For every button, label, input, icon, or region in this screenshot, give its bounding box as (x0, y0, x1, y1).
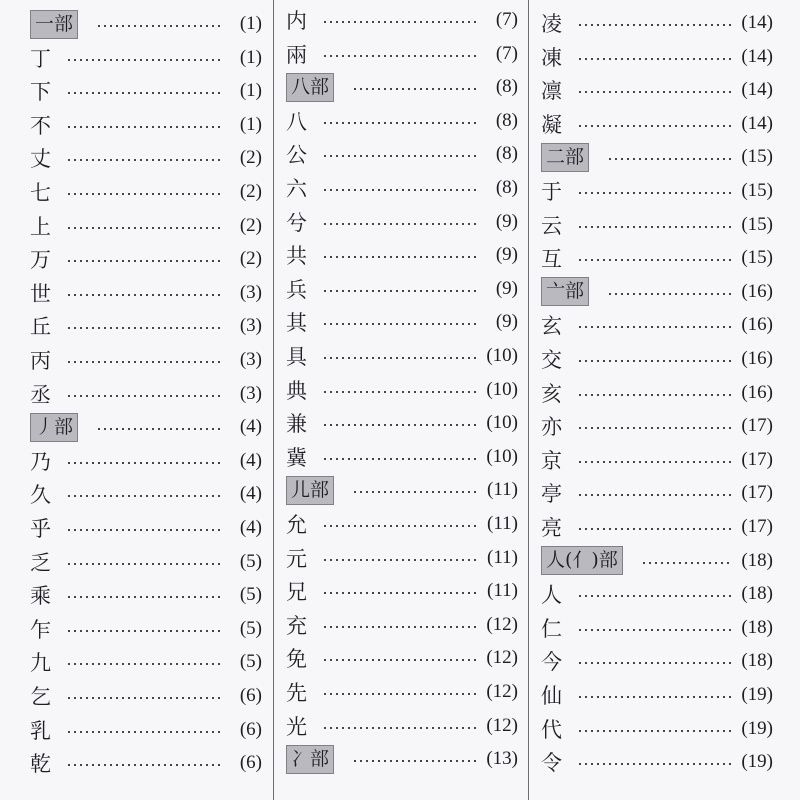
character-entry (541, 613, 773, 643)
dot-leader (66, 462, 222, 464)
page-number: (8) (495, 177, 518, 198)
character: 亦 (541, 415, 562, 440)
page-number: (8) (495, 143, 518, 165)
page-number: (14) (741, 112, 773, 134)
dot-leader (322, 559, 478, 561)
character-entry (541, 512, 773, 542)
dot-leader (66, 395, 222, 397)
page-number: (4) (239, 483, 262, 505)
character: 亭 (541, 482, 562, 507)
dot-leader (322, 525, 478, 527)
dot-leader (577, 394, 733, 396)
character-entry (30, 43, 262, 73)
character: 令 (541, 751, 562, 776)
character-entry (286, 307, 518, 337)
index-column-3 (541, 0, 773, 800)
radical-heading-entry (286, 475, 518, 505)
dot-leader (577, 91, 733, 93)
character: 允 (286, 513, 307, 537)
character: 万 (30, 248, 51, 273)
dot-leader (66, 495, 222, 497)
character-entry (541, 310, 773, 340)
character: 元 (286, 546, 307, 571)
dot-leader (577, 494, 733, 496)
radical-heading: 二部 (541, 143, 589, 172)
page-number: (15) (741, 213, 773, 235)
radical-heading-entry (286, 744, 518, 774)
dot-leader (352, 760, 478, 762)
character-entry (30, 76, 262, 106)
character-entry (286, 139, 518, 169)
page-number: (7) (495, 9, 518, 30)
character-entry (286, 643, 518, 673)
page-number: (19) (741, 751, 773, 773)
radical-heading-entry (30, 412, 262, 442)
character-entry (286, 207, 518, 237)
character-entry (30, 580, 262, 610)
character: 兵 (286, 277, 307, 302)
character-entry (30, 177, 262, 207)
page-number: (19) (741, 717, 773, 739)
character-entry (30, 614, 262, 644)
dot-leader (66, 227, 222, 229)
dot-leader (66, 596, 222, 598)
page-number: (4) (239, 416, 262, 438)
page-number: (10) (486, 345, 518, 366)
dot-leader (322, 323, 478, 325)
page-number: (12) (486, 681, 518, 702)
character-entry (541, 378, 773, 408)
dot-leader (322, 357, 478, 359)
radical-heading: 丿部 (30, 413, 78, 442)
dot-leader (322, 256, 478, 258)
character: 公 (286, 143, 307, 168)
character-entry (30, 244, 262, 274)
dot-leader (577, 696, 733, 698)
character-entry (286, 408, 518, 438)
character-entry (286, 240, 518, 270)
character-entry (30, 379, 262, 409)
page-number: (9) (495, 244, 518, 266)
character: 先 (286, 681, 307, 705)
dot-leader (577, 259, 733, 261)
page-number: (10) (486, 445, 518, 467)
character-entry (286, 39, 518, 69)
dot-leader (577, 763, 733, 765)
character-entry (30, 345, 262, 375)
dot-leader (577, 461, 733, 463)
dot-leader (66, 294, 222, 296)
page-number: (17) (741, 482, 773, 504)
character-entry (541, 747, 773, 777)
dot-leader (322, 55, 478, 57)
page-number: (9) (495, 210, 518, 232)
page-number: (7) (495, 42, 518, 64)
character: 八 (286, 109, 307, 134)
dot-leader (66, 361, 222, 363)
character: 冀 (286, 445, 307, 470)
dot-leader (577, 629, 733, 631)
character-entry (286, 610, 518, 640)
page-number: (11) (487, 546, 518, 568)
page-number: (19) (741, 684, 773, 705)
dot-leader (66, 663, 222, 665)
page-number: (17) (741, 516, 773, 537)
character: 兼 (286, 412, 307, 437)
character: 丙 (30, 349, 51, 373)
character: 交 (541, 348, 562, 372)
character: 乃 (30, 449, 51, 474)
page-number: (6) (239, 752, 262, 774)
dot-leader (96, 428, 222, 430)
character-entry (541, 344, 773, 374)
character-entry (541, 411, 773, 441)
page-number: (2) (239, 147, 262, 169)
character-entry (286, 442, 518, 472)
dot-leader (577, 730, 733, 732)
character: 京 (541, 448, 562, 473)
dot-leader (66, 327, 222, 329)
radical-heading-entry (286, 72, 518, 102)
character-entry (30, 547, 262, 577)
character-entry (30, 311, 262, 341)
page-number: (1) (239, 80, 262, 102)
page-number: (14) (741, 12, 773, 33)
page-number: (6) (239, 685, 262, 706)
character: 丘 (30, 315, 51, 340)
dot-leader (352, 491, 478, 493)
character-entry (286, 677, 518, 707)
dot-leader (577, 427, 733, 429)
page-number: (6) (239, 718, 262, 740)
dot-leader (322, 727, 478, 729)
dot-leader (577, 226, 733, 228)
dot-leader (322, 290, 478, 292)
page-number: (18) (741, 616, 773, 638)
character: 凍 (541, 45, 562, 70)
character: 代 (541, 717, 562, 742)
character: 充 (286, 613, 307, 638)
radical-heading: 八部 (286, 73, 334, 102)
radical-heading: 儿部 (286, 476, 334, 505)
page-number: (3) (239, 281, 262, 303)
page-number: (8) (495, 109, 518, 131)
character: 九 (30, 651, 51, 676)
page-number: (12) (486, 613, 518, 635)
page-number: (16) (741, 348, 773, 369)
character: 亮 (541, 516, 562, 540)
character-entry (286, 543, 518, 573)
page-number: (16) (741, 280, 773, 302)
character: 凝 (541, 112, 562, 137)
character: 兩 (286, 42, 307, 67)
character: 上 (30, 214, 51, 239)
character: 凌 (541, 12, 562, 36)
dot-leader (96, 25, 222, 27)
character: 乳 (30, 718, 51, 743)
character: 久 (30, 483, 51, 508)
character-entry (30, 715, 262, 745)
page-number: (2) (239, 214, 262, 236)
character: 免 (286, 647, 307, 672)
character: 乍 (30, 617, 51, 642)
character-entry (541, 478, 773, 508)
page-number: (5) (239, 617, 262, 639)
radical-heading: 冫部 (286, 745, 334, 774)
dot-leader (577, 662, 733, 664)
character: 今 (541, 650, 562, 675)
dot-leader (577, 125, 733, 127)
character-entry (286, 509, 518, 539)
character-entry (286, 173, 518, 203)
character-entry (30, 211, 262, 241)
dot-leader (577, 192, 733, 194)
dot-leader (322, 223, 478, 225)
page-number: (14) (741, 45, 773, 67)
dot-leader (66, 193, 222, 195)
dot-leader (577, 595, 733, 597)
page-number: (18) (741, 583, 773, 605)
character-entry (30, 446, 262, 476)
dot-leader (352, 88, 478, 90)
dot-leader (577, 326, 733, 328)
page-number: (10) (486, 378, 518, 400)
character: 人 (541, 583, 562, 608)
page-number: (4) (239, 517, 262, 538)
dot-leader (577, 24, 733, 26)
character-entry (286, 5, 518, 35)
page-number: (10) (486, 412, 518, 434)
radical-heading: 亠部 (541, 277, 589, 306)
page-number: (18) (741, 650, 773, 672)
dot-leader (66, 92, 222, 94)
character-entry (30, 647, 262, 677)
dot-leader (322, 592, 478, 594)
character-entry (286, 106, 518, 136)
character: 其 (286, 311, 307, 336)
page-number: (15) (741, 247, 773, 269)
character: 兄 (286, 580, 307, 605)
character-entry (30, 748, 262, 778)
character-entry (30, 143, 262, 173)
page-number: (8) (495, 76, 518, 98)
character: 六 (286, 177, 307, 201)
radical-heading-entry (541, 546, 773, 576)
character: 于 (541, 180, 562, 204)
character: 乏 (30, 550, 51, 575)
character-entry (541, 109, 773, 139)
page-number: (12) (486, 647, 518, 669)
dot-leader (322, 693, 478, 695)
dot-leader (66, 260, 222, 262)
character-entry (541, 445, 773, 475)
character-entry (541, 42, 773, 72)
page-number: (14) (741, 79, 773, 101)
radical-heading-entry (541, 277, 773, 307)
character: 下 (30, 80, 51, 105)
index-column-2 (286, 0, 518, 800)
character: 乎 (30, 517, 51, 541)
character: 玄 (541, 314, 562, 339)
character-entry (541, 210, 773, 240)
character: 七 (30, 181, 51, 205)
radical-heading-entry (30, 9, 262, 39)
character: 凛 (541, 79, 562, 104)
page-number: (11) (487, 580, 518, 602)
character: 乞 (30, 685, 51, 709)
character: 典 (286, 378, 307, 403)
dot-leader (66, 529, 222, 531)
character-entry (286, 274, 518, 304)
dot-leader (322, 391, 478, 393)
character-entry (541, 176, 773, 206)
character: 乘 (30, 584, 51, 609)
column-divider (528, 0, 529, 800)
character-entry (541, 8, 773, 38)
character-entry (30, 278, 262, 308)
character-entry (286, 711, 518, 741)
page-number: (16) (741, 381, 773, 403)
page-number: (2) (239, 181, 262, 202)
page-number: (15) (741, 146, 773, 168)
character: 乾 (30, 752, 51, 777)
column-divider (273, 0, 274, 800)
dot-leader (322, 155, 478, 157)
page-number: (9) (495, 311, 518, 333)
character-entry (541, 75, 773, 105)
character: 互 (541, 247, 562, 272)
character: 兮 (286, 210, 307, 235)
page-number: (3) (239, 382, 262, 404)
character: 具 (286, 345, 307, 369)
dot-leader (577, 58, 733, 60)
page-number: (4) (239, 449, 262, 471)
character-entry (286, 341, 518, 371)
dot-leader (66, 59, 222, 61)
page-number: (17) (741, 415, 773, 437)
page-number: (1) (239, 13, 262, 34)
character: 内 (286, 9, 307, 33)
page-number: (15) (741, 180, 773, 201)
dot-leader (322, 21, 478, 23)
dot-leader (322, 122, 478, 124)
character: 共 (286, 244, 307, 269)
dot-leader (66, 563, 222, 565)
page-number: (16) (741, 314, 773, 336)
page-number: (17) (741, 448, 773, 470)
page-number: (1) (239, 46, 262, 68)
character-entry (286, 375, 518, 405)
dot-leader (577, 360, 733, 362)
character: 亥 (541, 381, 562, 406)
page-number: (18) (741, 549, 773, 571)
dot-leader (66, 159, 222, 161)
character: 光 (286, 714, 307, 739)
page-number: (13) (486, 748, 518, 770)
page-number: (5) (239, 550, 262, 572)
character: 仙 (541, 684, 562, 708)
radical-heading: 一部 (30, 10, 78, 39)
page-number: (5) (239, 651, 262, 673)
dot-leader (322, 458, 478, 460)
page-number: (2) (239, 248, 262, 270)
dot-leader (322, 626, 478, 628)
page-number: (1) (239, 113, 262, 135)
character-entry (541, 680, 773, 710)
character: 丁 (30, 46, 51, 71)
character-entry (541, 714, 773, 744)
page-number: (5) (239, 584, 262, 606)
character: 仁 (541, 616, 562, 641)
radical-heading: 人(亻)部 (541, 546, 623, 575)
character-entry (30, 513, 262, 543)
page-number: (3) (239, 315, 262, 337)
dot-leader (322, 659, 478, 661)
page-number: (11) (487, 513, 518, 534)
character-entry (30, 110, 262, 140)
radical-heading-entry (541, 142, 773, 172)
character-entry (541, 646, 773, 676)
character: 不 (30, 113, 51, 138)
character-entry (30, 681, 262, 711)
dot-leader (607, 158, 733, 160)
dot-leader (66, 731, 222, 733)
page-number: (11) (487, 479, 518, 501)
dot-leader (322, 189, 478, 191)
index-column-1 (30, 0, 262, 800)
dot-leader (322, 424, 478, 426)
page-number: (9) (495, 277, 518, 299)
character-entry (541, 243, 773, 273)
character-entry (30, 479, 262, 509)
character-entry (286, 576, 518, 606)
dot-leader (607, 293, 733, 295)
dot-leader (66, 630, 222, 632)
character: 世 (30, 281, 51, 306)
dot-leader (577, 528, 733, 530)
character: 丞 (30, 382, 51, 407)
character-entry (541, 579, 773, 609)
page-number: (12) (486, 714, 518, 736)
character: 云 (541, 213, 562, 238)
dot-leader (66, 126, 222, 128)
dot-leader (66, 764, 222, 766)
dot-leader (641, 562, 733, 564)
page-number: (3) (239, 349, 262, 370)
dot-leader (66, 697, 222, 699)
character: 丈 (30, 147, 51, 172)
